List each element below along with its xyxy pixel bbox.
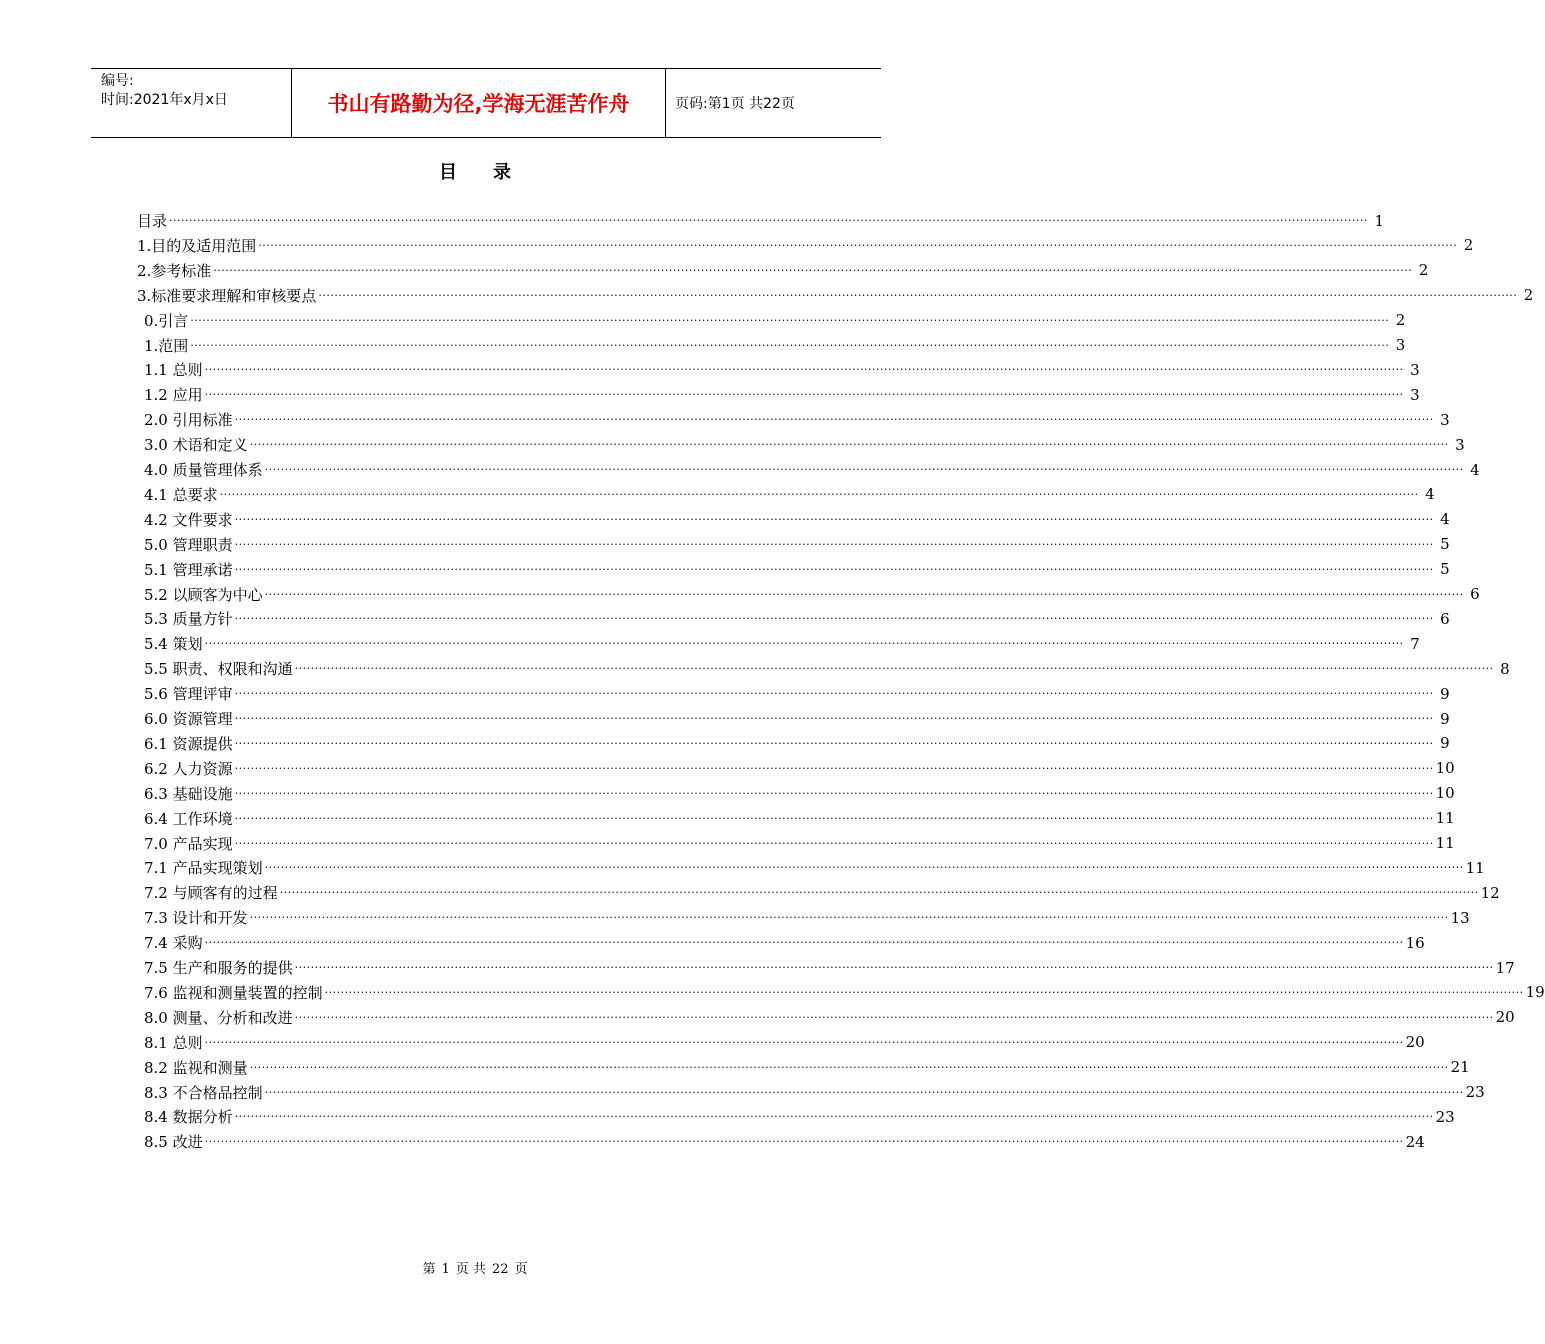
toc-entry-page: 19 <box>1525 983 1545 1002</box>
toc-entry-label: 7.2 与顾客有的过程 <box>144 884 278 903</box>
toc-entry-label: 8.4 数据分析 <box>144 1108 233 1127</box>
toc-entry-label: 4.0 质量管理体系 <box>144 461 263 479</box>
toc-entry[interactable] <box>144 781 1455 806</box>
footer-mid: 页 共 <box>455 1262 486 1277</box>
toc-entry-page: 9 <box>1440 684 1450 703</box>
toc-entry[interactable] <box>144 457 1480 482</box>
toc-entry[interactable] <box>144 756 1455 781</box>
toc-entry-label: 3.标准要求理解和审核要点 <box>137 286 317 305</box>
toc-entry-page: 12 <box>1480 883 1500 902</box>
header-page-code: 页码:第1页 共22页 <box>675 96 795 112</box>
toc-entry-label: 8.1 总则 <box>144 1033 203 1052</box>
toc-entry[interactable] <box>137 208 1384 233</box>
toc-entry-page: 3 <box>1410 385 1420 404</box>
toc-entry-label: 6.3 基础设施 <box>144 784 233 803</box>
toc-dot-leader: ············································································································································································································································································································ <box>294 662 1494 676</box>
toc-entry-page: 2 <box>1418 261 1429 280</box>
toc-entry-page: 2 <box>1523 286 1534 305</box>
toc-dot-leader: ············································································································································································································································································································ <box>234 786 1434 800</box>
document-number-label: 编号: <box>101 73 134 89</box>
toc-entry[interactable] <box>144 407 1450 432</box>
toc-entry-page: 10 <box>1435 759 1455 778</box>
toc-dot-leader: ············································································································································································································································································································ <box>264 463 1464 476</box>
toc-entry-page: 6 <box>1470 585 1480 603</box>
toc-dot-leader: ············································································································································································································································································································ <box>294 961 1494 974</box>
toc-dot-leader: ············································································································································································································································································································ <box>190 313 1390 327</box>
toc-entry-label: 1.2 应用 <box>144 386 203 405</box>
toc-dot-leader: ············································································································································································································································································································ <box>204 388 1404 402</box>
toc-entry-page: 24 <box>1405 1132 1425 1151</box>
toc-entry-label: 8.5 改进 <box>144 1133 203 1152</box>
toc-entry-page: 5 <box>1440 560 1450 579</box>
toc-entry[interactable] <box>144 482 1435 507</box>
toc-entry-label: 7.0 产品实现 <box>144 834 233 853</box>
footer-total-pages: 22 <box>491 1262 509 1277</box>
toc-entry-page: 16 <box>1405 933 1425 952</box>
toc-entry[interactable] <box>144 1129 1425 1154</box>
toc-entry[interactable] <box>144 382 1420 407</box>
toc-entry[interactable] <box>144 1055 1470 1080</box>
page-footer <box>0 1258 950 1277</box>
toc-entry-label: 5.6 管理评审 <box>144 685 233 704</box>
toc-entry[interactable] <box>137 258 1429 283</box>
toc-entry-page: 7 <box>1410 634 1420 653</box>
toc-entry-page: 10 <box>1435 784 1455 803</box>
toc-dot-leader: ············································································································································································································································································································ <box>249 1060 1449 1074</box>
toc-entry[interactable] <box>144 606 1450 631</box>
toc-dot-leader: ············································································································································································································································································································ <box>204 1135 1404 1149</box>
toc-entry-page: 21 <box>1450 1058 1470 1077</box>
toc-entry-label: 8.3 不合格品控制 <box>144 1083 263 1102</box>
toc-entry-label: 1.1 总则 <box>144 361 203 380</box>
toc-dot-leader: ············································································································································································································································································································ <box>234 612 1434 626</box>
toc-entry-label: 5.2 以顾客为中心 <box>144 585 263 604</box>
toc-entry-label: 7.5 生产和服务的提供 <box>144 959 293 977</box>
footer-prefix: 第 <box>422 1262 436 1277</box>
toc-entry-label: 6.0 资源管理 <box>144 710 233 728</box>
footer-page-number: 1 <box>441 1262 450 1277</box>
toc-dot-leader: ············································································································································································································································································································ <box>249 911 1449 925</box>
toc-entry-label: 8.2 监视和测量 <box>144 1058 248 1077</box>
toc-dot-leader: ············································································································································································································································································································ <box>234 736 1434 750</box>
toc-dot-leader: ············································································································································································································································································································ <box>204 936 1404 950</box>
toc-entry[interactable] <box>144 905 1470 930</box>
toc-entry-label: 5.0 管理职责 <box>144 535 233 554</box>
toc-entry-page: 5 <box>1440 535 1450 554</box>
toc-entry-page: 4 <box>1470 460 1480 479</box>
toc-entry-label: 5.4 策划 <box>144 635 203 654</box>
toc-entry[interactable] <box>144 681 1450 706</box>
toc-dot-leader: ············································································································································································································································································································ <box>234 512 1434 526</box>
toc-dot-leader: ············································································································································································································································································································ <box>258 238 1458 252</box>
toc-dot-leader: ············································································································································································································································································································ <box>324 985 1524 999</box>
toc-entry[interactable] <box>144 532 1450 557</box>
toc-entry[interactable] <box>137 283 1534 308</box>
toc-dot-leader: ············································································································································································································································································································ <box>234 712 1434 725</box>
toc-dot-leader: ············································································································································································································································································································ <box>234 562 1434 576</box>
toc-dot-leader: ············································································································································································································································································································ <box>213 263 1413 277</box>
toc-entry[interactable] <box>144 880 1500 905</box>
toc-entry-page: 9 <box>1440 709 1450 728</box>
toc-entry[interactable] <box>144 357 1420 382</box>
toc-entry-label: 目录 <box>137 212 168 230</box>
toc-entry-page: 4 <box>1440 510 1450 529</box>
toc-entry[interactable] <box>144 980 1545 1005</box>
toc-entry[interactable] <box>144 1030 1425 1055</box>
toc-entry[interactable] <box>144 1080 1485 1105</box>
toc-entry[interactable] <box>144 930 1425 955</box>
toc-entry[interactable] <box>144 806 1455 831</box>
toc-entry-page: 23 <box>1435 1107 1455 1126</box>
toc-entry[interactable] <box>144 507 1450 532</box>
toc-entry-label: 5.5 职责、权限和沟通 <box>144 660 293 679</box>
toc-entry-page: 4 <box>1425 485 1435 504</box>
toc-dot-leader: ············································································································································································································································································································ <box>249 438 1449 452</box>
toc-entry-label: 6.2 人力资源 <box>144 759 233 778</box>
toc-entry-label: 7.6 监视和测量装置的控制 <box>144 983 323 1002</box>
page-header <box>91 68 881 138</box>
toc-entry[interactable] <box>144 631 1420 656</box>
toc-dot-leader: ············································································································································································································································································································ <box>234 687 1434 701</box>
toc-entry[interactable] <box>144 308 1406 333</box>
toc-dot-leader: ············································································································································································································································································································ <box>190 338 1390 352</box>
toc-entry-label: 4.2 文件要求 <box>144 510 233 529</box>
toc-entry-label: 2.0 引用标准 <box>144 411 233 430</box>
toc-entry[interactable] <box>144 731 1450 756</box>
toc-entry[interactable] <box>144 1005 1515 1030</box>
toc-entry[interactable] <box>144 1104 1455 1129</box>
document-time-label: 时间:2021年x月x日 <box>101 92 228 108</box>
footer-suffix: 页 <box>514 1262 528 1277</box>
toc-entry-page: 9 <box>1440 734 1450 753</box>
toc-entry[interactable] <box>144 855 1485 880</box>
toc-entry-label: 3.0 术语和定义 <box>144 436 248 455</box>
toc-dot-leader: ············································································································································································································································································································ <box>234 413 1434 427</box>
toc-dot-leader: ············································································································································································································································································································ <box>204 1035 1404 1049</box>
toc-entry[interactable] <box>144 333 1406 358</box>
toc-entry-label: 4.1 总要求 <box>144 485 218 504</box>
toc-entry-label: 1.范围 <box>144 336 189 355</box>
toc-dot-leader: ············································································································································································································································································································ <box>234 1110 1434 1124</box>
header-meta <box>91 69 292 137</box>
toc-entry-page: 11 <box>1435 809 1455 828</box>
toc-entry-page: 8 <box>1500 659 1510 678</box>
toc-entry-page: 3 <box>1455 435 1465 454</box>
toc-entry-page: 1 <box>1374 211 1384 230</box>
toc-entry-page: 6 <box>1440 609 1450 628</box>
toc-dot-leader: ············································································································································································································································································································ <box>318 288 1518 302</box>
toc-dot-leader: ············································································································································································································································································································ <box>234 761 1434 775</box>
toc-entry-page: 13 <box>1450 908 1470 927</box>
toc-entry-label: 1.目的及适用范围 <box>137 236 257 255</box>
toc-dot-leader: ············································································································································································································································································································ <box>219 487 1419 501</box>
toc-entry[interactable] <box>144 432 1465 457</box>
toc-entry-page: 2 <box>1463 236 1474 255</box>
toc-entry-page: 3 <box>1410 360 1420 379</box>
toc-dot-leader: ············································································································································································································································································································ <box>234 836 1434 850</box>
toc-entry-page: 20 <box>1495 1008 1515 1027</box>
toc-dot-leader: ············································································································································································································································································································ <box>294 1010 1494 1024</box>
toc-dot-leader: ············································································································································································································································································································ <box>264 587 1464 601</box>
toc-dot-leader: ············································································································································································································································································································ <box>279 886 1479 900</box>
toc-entry-page: 17 <box>1495 958 1515 977</box>
toc-entry[interactable] <box>144 656 1510 681</box>
header-motto: 书山有路勤为径,学海无涯苦作舟 <box>292 69 666 137</box>
toc-entry-label: 5.3 质量方针 <box>144 610 233 629</box>
toc-dot-leader: ············································································································································································································································································································ <box>169 214 1368 227</box>
toc-title: 目 录 <box>439 162 511 183</box>
toc-entry-label: 0.引言 <box>144 311 189 330</box>
toc-dot-leader: ············································································································································································································································································································ <box>204 363 1404 377</box>
toc-dot-leader: ············································································································································································································································································································ <box>234 811 1434 825</box>
toc-entry-label: 7.4 采购 <box>144 934 203 953</box>
toc-dot-leader: ············································································································································································································································································································ <box>204 637 1404 651</box>
toc-entry[interactable] <box>144 955 1515 980</box>
toc-entry[interactable] <box>137 233 1474 258</box>
toc-dot-leader: ············································································································································································································································································································ <box>234 537 1434 551</box>
toc-entry-label: 2.参考标准 <box>137 261 212 280</box>
toc-dot-leader: ············································································································································································································································································································ <box>264 1085 1464 1099</box>
toc-entry[interactable] <box>144 706 1450 731</box>
toc-entry[interactable] <box>144 557 1450 582</box>
toc-entry-page: 3 <box>1440 410 1450 429</box>
toc-entry-label: 5.1 管理承诺 <box>144 560 233 579</box>
toc-entry-label: 7.1 产品实现策划 <box>144 859 263 878</box>
toc-entry-page: 11 <box>1465 858 1485 877</box>
toc-entry-page: 2 <box>1395 311 1406 330</box>
toc-dot-leader: ············································································································································································································································································································ <box>264 861 1464 875</box>
toc-entry-label: 8.0 测量、分析和改进 <box>144 1008 293 1027</box>
toc-entry-label: 6.1 资源提供 <box>144 734 233 753</box>
toc-entry-page: 23 <box>1465 1083 1485 1101</box>
toc-entry[interactable] <box>144 582 1480 607</box>
toc-entry[interactable] <box>144 831 1455 856</box>
toc-entry-label: 7.3 设计和开发 <box>144 909 248 928</box>
toc-entry-page: 11 <box>1435 834 1455 852</box>
toc-entry-page: 20 <box>1405 1033 1425 1052</box>
toc-entry-page: 3 <box>1395 336 1406 354</box>
toc-entry-label: 6.4 工作环境 <box>144 809 233 828</box>
